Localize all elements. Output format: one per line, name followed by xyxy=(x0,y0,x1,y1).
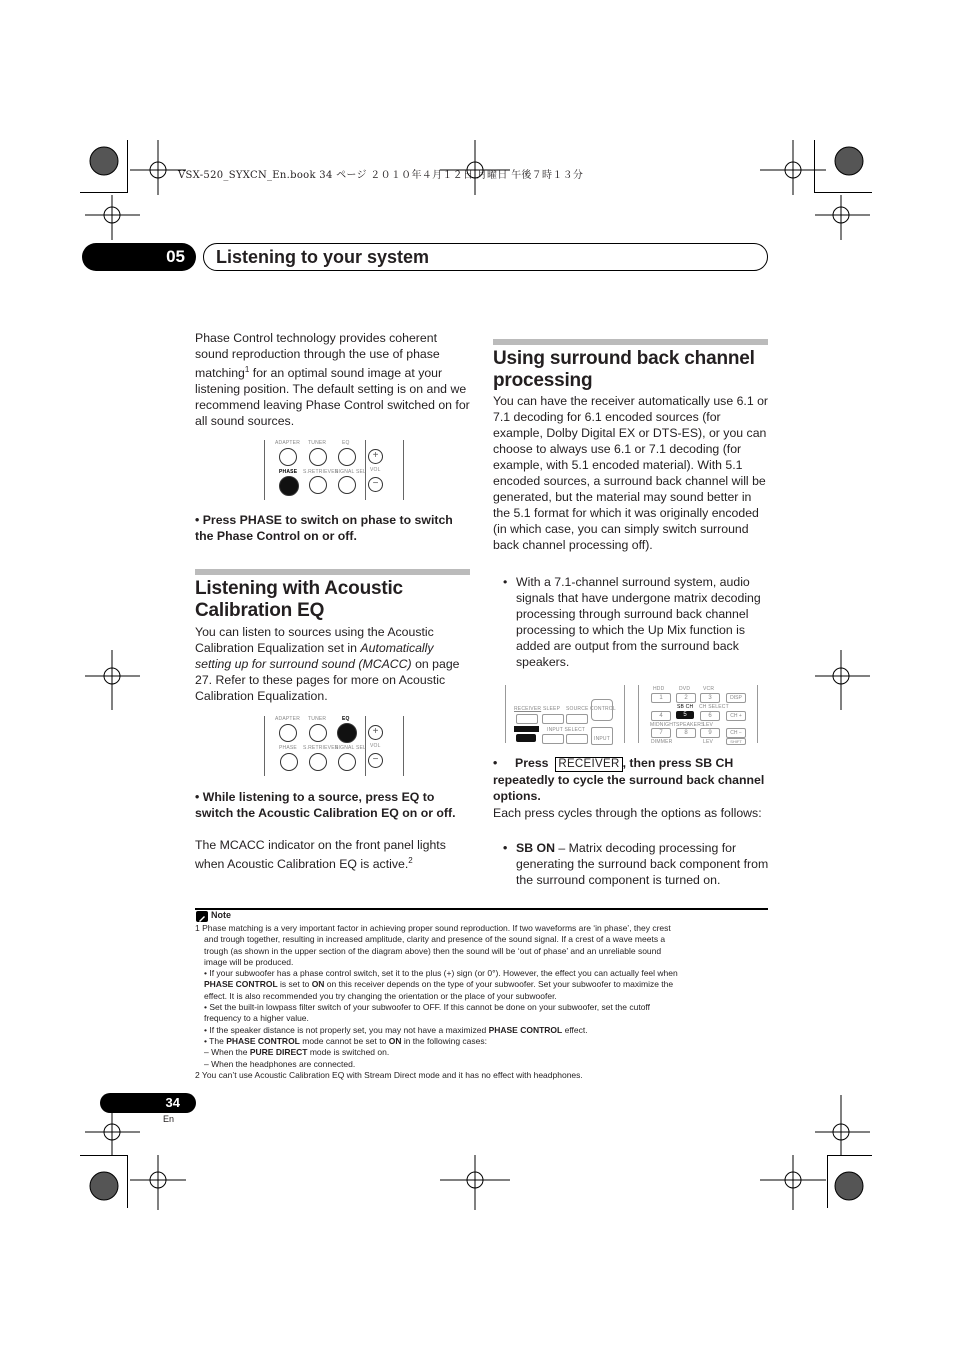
step-receiver: • Press RECEIVER , then press SB CH repeatedly to cycle the surround back channel options. xyxy=(493,756,765,803)
label-control: CONTROL xyxy=(590,706,616,712)
input-right-button[interactable] xyxy=(566,734,588,744)
eq-button[interactable] xyxy=(338,448,356,466)
note-line: and trough together, resulting in increased amplitude, clarity and presence of the sound signal. If a crest of a wave meets a xyxy=(204,934,666,945)
note-line: – When the headphones are connected. xyxy=(204,1058,356,1069)
eq-button[interactable] xyxy=(337,723,357,743)
label-sretriever: S.RETRIEVER xyxy=(303,745,339,751)
tuner-button[interactable] xyxy=(309,448,327,466)
bullet: • xyxy=(493,756,498,770)
label-sb-ch: SB CH xyxy=(677,704,694,710)
label-receiver: RECEIVER xyxy=(514,706,542,712)
receiver-select-button[interactable] xyxy=(516,734,536,742)
disp-button[interactable]: DISP xyxy=(726,693,746,703)
label-tuner: TUNER xyxy=(308,440,327,446)
each-press-text: Each press cycles through the options as follows: xyxy=(493,806,762,820)
remote-panel-phase xyxy=(264,440,404,500)
label-input: INPUT xyxy=(594,736,610,742)
note-line: • If the speaker distance is not properly set, you may not have a maximized PHASE CONTROL effect. xyxy=(204,1024,588,1035)
digit-4-button[interactable]: 4 xyxy=(651,711,671,721)
note-line: 1 Phase matching is a very important factor in achieving proper sound reproduction. If two waveforms are ‘in phase’, they crest xyxy=(195,923,671,933)
digit-9-button[interactable]: 9 xyxy=(700,728,720,738)
label-adapter: ADAPTER xyxy=(275,440,301,446)
note-title: Note xyxy=(211,910,231,920)
phase-button[interactable] xyxy=(279,476,299,496)
receiver-key: RECEIVER xyxy=(555,757,622,772)
bullet-71: • With a 7.1-channel surround system, audio signals that have undergone matrix decoding processing through surround back channel processing to which the Up Mix function is added are output from the surround back speakers. xyxy=(503,575,761,669)
chapter-title: Listening to your system xyxy=(203,243,768,271)
section-bar xyxy=(493,339,768,345)
label-lev-plus: LEV xyxy=(703,722,714,728)
label-input-select: INPUT SELECT xyxy=(547,727,586,733)
label-tuner: TUNER xyxy=(308,716,327,722)
note-line: • Set the built-in lowpass filter switch of your subwoofer to OFF. If this cannot be done on your subwoofer, set the cutoff xyxy=(204,1002,650,1013)
label-lev-minus: LEV xyxy=(703,739,714,745)
sb-ch-button[interactable]: 5 xyxy=(676,711,694,719)
note-rule xyxy=(195,908,768,910)
vol-plus-button[interactable]: + xyxy=(368,725,383,740)
label-source: SOURCE xyxy=(566,706,589,712)
phase-intro: Phase Control technology provides coherent sound reproduction through the use of phase matching$^1$ for an optimal sound image at your listening position. The default setting is on and we recommend leaving Phase Control switched on for all sound sources. xyxy=(195,331,470,429)
note-line: PHASE CONTROL is set to ON on this receiver depends on the type of your subwoofer. Set your subwoofer to maximize the xyxy=(204,979,674,990)
label-vcr: VCR xyxy=(703,686,715,692)
step-eq: • While listening to a source, press EQ to switch the Acoustic Calibration EQ on or off. xyxy=(195,790,456,820)
label-adapter: ADAPTER xyxy=(275,716,301,722)
label-hdd: HDD xyxy=(653,686,665,692)
section-bar xyxy=(195,569,470,575)
tuner-button[interactable] xyxy=(309,724,327,742)
control-button[interactable] xyxy=(591,699,613,721)
digit-8-button[interactable]: 8 xyxy=(676,728,696,738)
label-eq: EQ xyxy=(342,440,350,446)
sretriever-button[interactable] xyxy=(309,753,327,771)
label-sleep: SLEEP xyxy=(543,706,561,712)
chapter-number: 05 xyxy=(82,243,196,271)
note-line: – When the PURE DIRECT mode is switched on. xyxy=(204,1047,390,1058)
label-phase: PHASE xyxy=(279,469,298,475)
vol-plus-button[interactable]: + xyxy=(368,449,383,464)
input-left-button[interactable] xyxy=(542,734,564,744)
label-vol: VOL xyxy=(370,743,381,749)
adapter-button[interactable] xyxy=(279,448,297,466)
adapter-button[interactable] xyxy=(279,724,297,742)
phase-button[interactable] xyxy=(280,753,298,771)
sretriever-button[interactable] xyxy=(309,476,327,494)
label-phase: PHASE xyxy=(279,745,297,751)
label-signal-sel: SIGNAL SEL xyxy=(335,469,366,475)
receiver-mode-indicator xyxy=(514,726,539,732)
vol-minus-button[interactable]: − xyxy=(368,477,383,492)
shift-button[interactable]: SHIFT xyxy=(726,738,746,745)
section-title-surround-back: Using surround back channel processing xyxy=(493,348,755,391)
remote-panel-eq xyxy=(264,716,404,776)
signal-sel-button[interactable] xyxy=(338,753,356,771)
note-line: trough (as shown in the upper section of the diagram above) then the sound will be ‘out of phase’ and an unreliable sound xyxy=(204,945,662,956)
step-phase: • Press PHASE to switch on phase to switch the Phase Control on or off. xyxy=(195,513,453,543)
label-vol: VOL xyxy=(370,467,381,473)
label-eq: EQ xyxy=(342,716,350,722)
note-body xyxy=(195,923,770,1081)
note-line: effect. It is also recommended you try changing the orientation or the place of your subwoofer. xyxy=(204,990,557,1001)
digit-1-button[interactable]: 1 xyxy=(651,693,671,703)
remote-panel-sbch xyxy=(638,685,758,743)
label-dimmer: DIMMER xyxy=(651,739,673,745)
page-number: 34 xyxy=(100,1093,196,1113)
label-dvd: DVD xyxy=(679,686,691,692)
mcacc-text: The MCACC indicator on the front panel lights when Acoustic Calibration EQ is active.$^2$ xyxy=(195,838,446,872)
digit-6-button[interactable]: 6 xyxy=(700,711,720,721)
note-line: • The PHASE CONTROL mode cannot be set to ON in the following cases: xyxy=(204,1035,487,1046)
label-speakers: SPEAKERS xyxy=(676,722,705,728)
note-line: 2 You can’t use Acoustic Calibration EQ with Stream Direct mode and it has no effect with headphones. xyxy=(195,1069,583,1080)
label-ch-select: CH SELECT xyxy=(699,704,729,710)
source-button[interactable] xyxy=(566,714,588,724)
digit-3-button[interactable]: 3 xyxy=(700,693,720,703)
digit-7-button[interactable]: 7 xyxy=(651,728,671,738)
file-header: VSX-520_SYXCN_En.book 34 ページ ２０１０年４月１２日 月曜日 午後７時１３分 xyxy=(178,170,584,181)
eq-intro: You can listen to sources using the Acoustic Calibration Equalization set in Automatically setting up for surround sound (MCACC) on page 27. Refer to these pages for more on Acoustic Calibration Equalization. xyxy=(195,625,460,703)
remote-panel-receiver xyxy=(505,685,625,743)
ch-minus-button[interactable]: CH − xyxy=(726,728,746,738)
sb-on-item: • SB ON – Matrix decoding processing for generating the surround back component from the surround component is turned on. xyxy=(503,841,769,887)
note-line: image will be produced. xyxy=(204,956,294,967)
language-code: En xyxy=(163,1114,175,1124)
signal-sel-button[interactable] xyxy=(338,476,356,494)
receiver-button[interactable] xyxy=(516,714,538,724)
label-midnight: MIDNIGHT xyxy=(650,722,677,728)
note-line: • If your subwoofer has a phase control switch, set it to the plus (+) sign (or 0°). However, the effect you can actually feel when xyxy=(204,968,678,979)
note-icon xyxy=(196,911,208,922)
digit-2-button[interactable]: 2 xyxy=(676,693,696,703)
section-title-eq: Listening with Acoustic Calibration EQ xyxy=(195,578,403,621)
vol-minus-button[interactable]: − xyxy=(368,753,383,768)
surround-back-intro: You can have the receiver automatically use 6.1 or 7.1 decoding for 6.1 encoded sources (for example, Dolby Digital EX or DTS-ES), or you can choose to always use 6.1 or 7.1 decoding (for example, with 5.1 encoded material). With 5.1 encoded sources, a surround back channel will be generated, but the material may sound better in the 5.1 format for which it was originally encoded (in which case, you can simply switch surround back channel processing off). xyxy=(493,394,769,552)
ch-plus-button[interactable]: CH + xyxy=(726,711,746,721)
note-line: frequency to a higher value. xyxy=(204,1013,309,1024)
sleep-button[interactable] xyxy=(542,714,564,724)
label-sretriever: S.RETRIEVER xyxy=(303,469,339,475)
label-signal-sel: SIGNAL SEL xyxy=(335,745,366,751)
